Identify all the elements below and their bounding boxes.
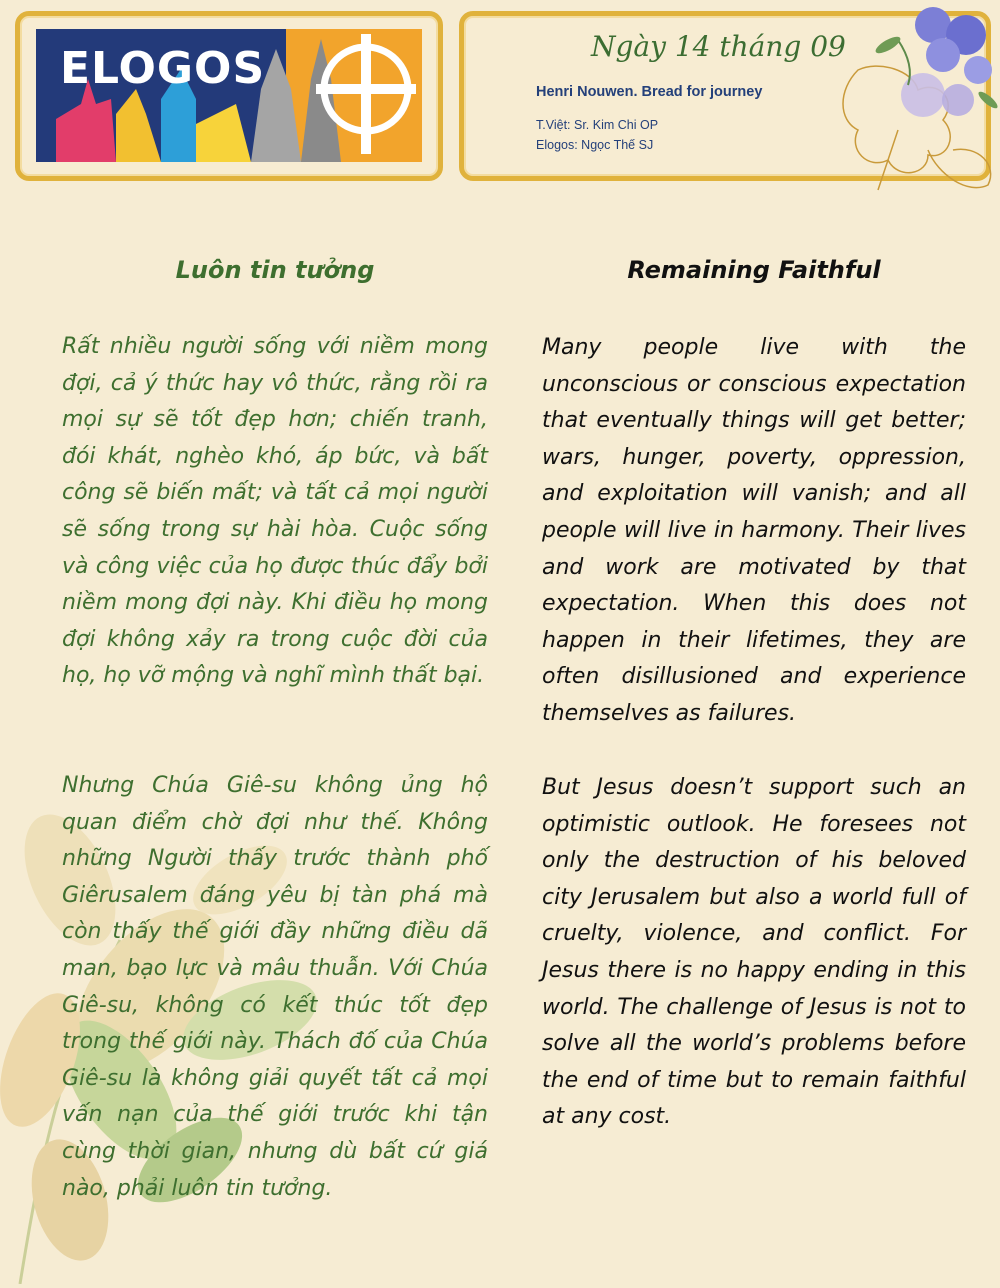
logo-text: ELOGOS <box>60 43 266 94</box>
english-title: Remaining Faithful <box>627 256 881 284</box>
english-paragraph-1: Many people live with the unconscious or conscious expectation that eventually things will get better; wars, hunger, poverty, oppression, and exploitation will vanish; and all people will live in harmony. Their lives and work are motivated by that expectation. When this does not happen in their lifetimes, they are often disillusioned and experience themselves as failures. <box>542 335 966 726</box>
english-paragraph-2: But Jesus doesn’t support such an optimistic outlook. He foresees not only the destruction of his beloved city Jerusalem but also a world full of cruelty, violence, and conflict. For Jesus there is no happy ending in this world. The challenge of Jesus is not to solve all the world’s problems before the end of time but to remain faithful at any cost. <box>542 775 966 1130</box>
vietnamese-paragraph-2: Nhưng Chúa Giê-su không ủng hộ quan điểm chờ đợi như thế. Không những Người thấy trước thành phố Giêrusalem đáng yêu bị tàn phá mà còn thấy thế giới đầy những điều dã man, bạo lực và mâu thuẫn. Với Chúa Giê-su, không có kết thúc tốt đẹp trong thế giới này. Thách đố của Chúa Giê-su là không giải quyết tất cả mọi vấn nạn của thế giới trước khi tận cùng thời gian, nhưng dù bất cứ giá nào, phải luôn tin tưởng. <box>62 773 488 1201</box>
publisher-credit: Elogos: Ngọc Thế SJ <box>536 138 654 152</box>
elogos-logo <box>36 29 422 162</box>
source-line: Henri Nouwen. Bread for journey <box>536 84 763 100</box>
translator-credit: T.Việt: Sr. Kim Chi OP <box>536 118 659 132</box>
date-heading: Ngày 14 tháng 09 <box>591 30 846 63</box>
logo-card <box>15 11 443 181</box>
vietnamese-title: Luôn tin tưởng <box>175 256 375 284</box>
flower-decoration <box>838 0 1000 204</box>
vietnamese-paragraph-1: Rất nhiều người sống với niềm mong đợi, cả ý thức hay vô thức, rằng rồi ra mọi sự sẽ tốt đẹp hơn; chiến tranh, đói khát, nghèo khó, áp bức, và bất công sẽ biến mất; và tất cả mọi người sẽ sống trong sự hài hòa. Cuộc sống và công việc của họ được thúc đẩy bởi niềm mong đợi này. Khi điều họ mong đợi không xảy ra trong cuộc đời của họ, họ vỡ mộng và nghĩ mình thất bại. <box>62 334 488 689</box>
